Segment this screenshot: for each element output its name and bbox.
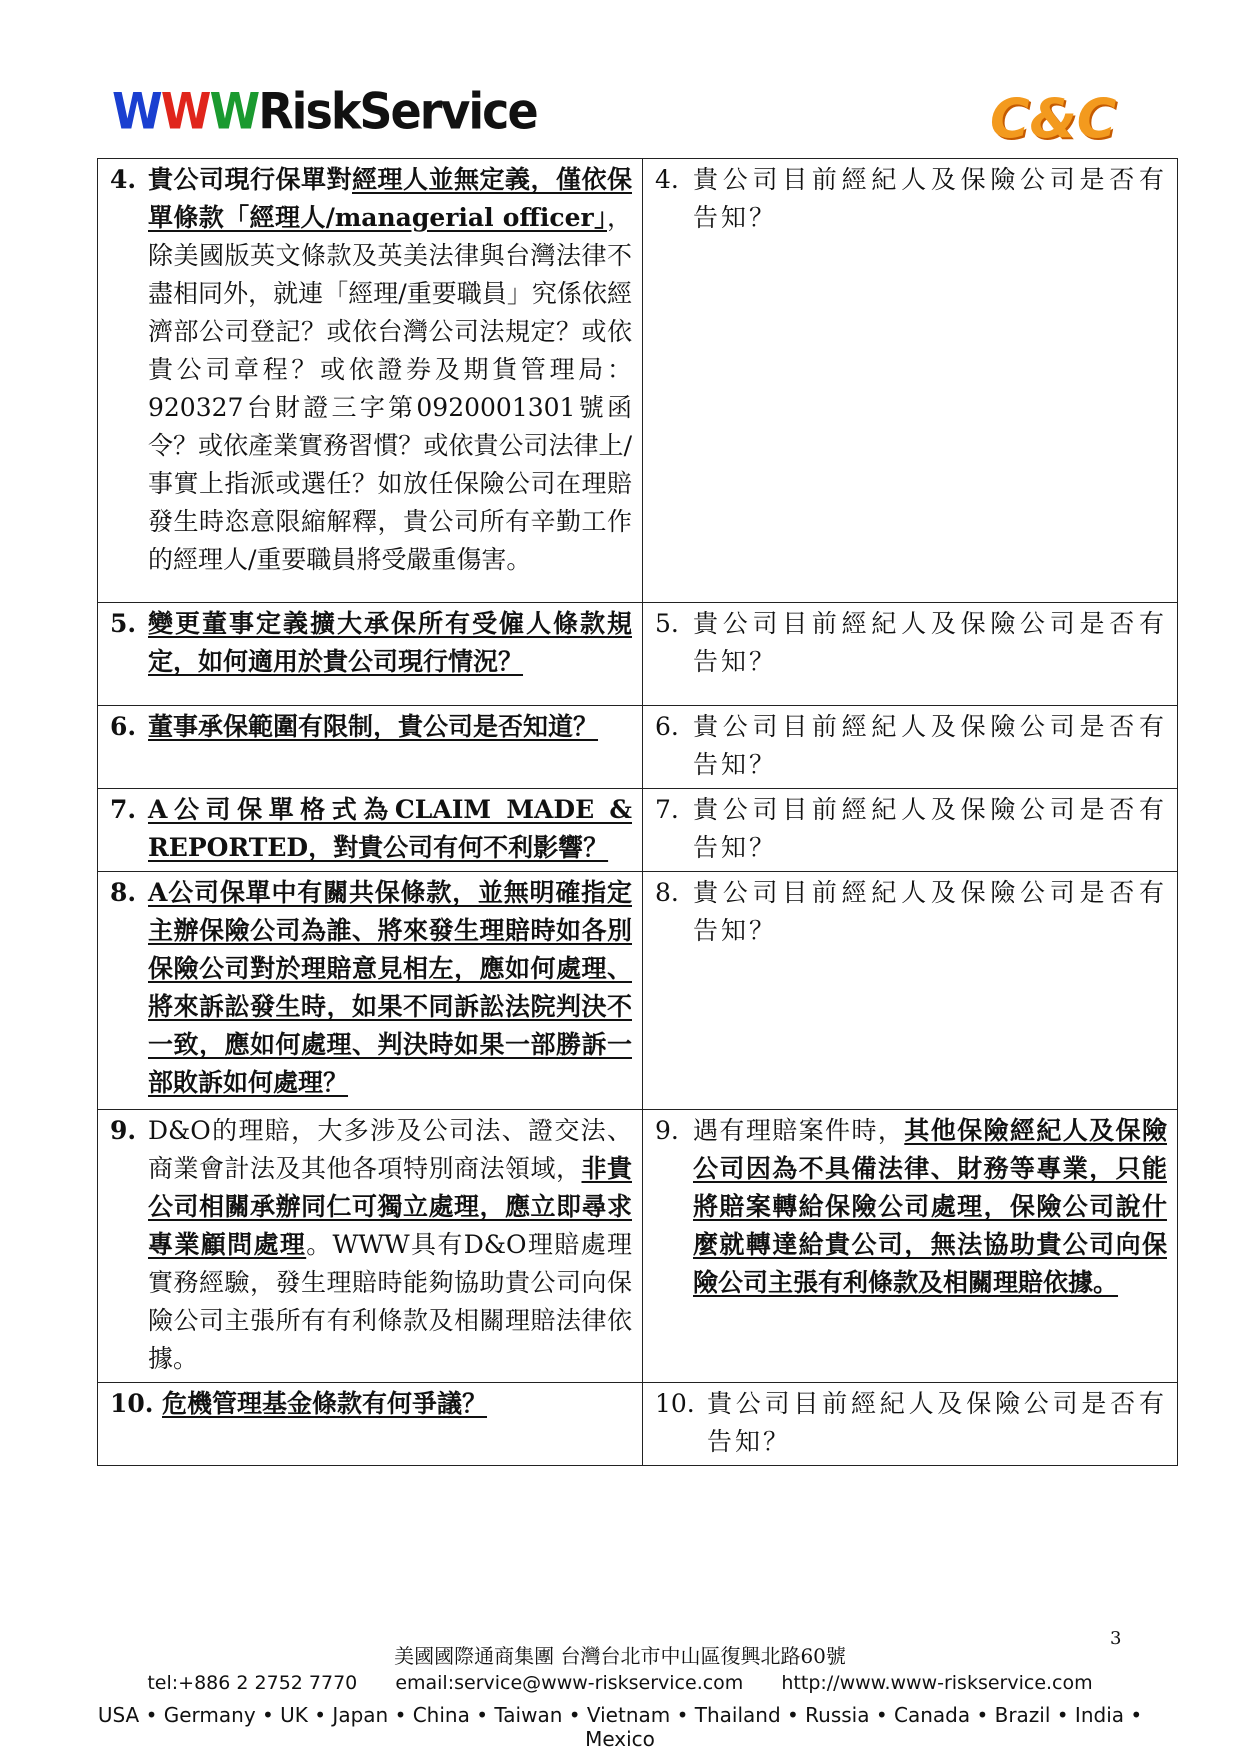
issue-cell [98, 789, 643, 872]
table-row [98, 872, 1178, 1110]
footer-email[interactable]: email:service@www-riskservice.com [395, 1672, 744, 1694]
text-segment: 其他保險經紀人及保險公司因為不具備法律、財務等專業，只能將賠案轉給保險公司處理，保險公司說什麼就轉達給貴公司，無法協助貴公司向保險公司主張有利條款及相關理賠依據。 [693, 1116, 1167, 1297]
left-item-number: 8. [110, 878, 137, 907]
table-row [98, 706, 1178, 789]
right-item-number: 6. [655, 712, 679, 741]
text-segment: 遇有理賠案件時， [693, 1116, 905, 1145]
text-segment: 貴公司目前經紀人及保險公司是否有告知？ [693, 712, 1167, 779]
right-item-text [693, 1112, 1167, 1302]
text-segment: 貴公司目前經紀人及保險公司是否有告知？ [707, 1389, 1167, 1456]
table-row [98, 1383, 1178, 1466]
right-item-text [693, 161, 1167, 237]
footer-tel: tel:+886 2 2752 7770 [147, 1672, 358, 1694]
left-item-text [148, 874, 632, 1102]
issue-cell [98, 1110, 643, 1383]
text-segment: D&O的理賠，大多涉及公司法、證交法、商業會計法及其他各項特別商法領域， [148, 1116, 632, 1183]
right-item-number: 4. [655, 165, 679, 194]
issue-cell [98, 872, 643, 1110]
text-segment: ，除美國版英文條款及英美法律與台灣法律不盡相同外，就連「經理/重要職員」究係依經濟部公司登記？或依台灣公司法規定？或依貴公司章程？或依證券及期貨管理局：920327台財證三字第0920001301號函令？或依產業實務習慣？或依貴公司法律上/事實上指派或選任？如放任保險公司在理賠發生時恣意限縮解釋，貴公司所有辛勤工作的經理人/重要職員將受嚴重傷害。 [148, 203, 632, 574]
footer-contact [60, 1672, 1180, 1694]
text-segment: 危機管理基金條款有何爭議？ [162, 1389, 488, 1418]
text-segment: A公司保單中有關共保條款，並無明確指定主辦保險公司為誰、將來發生理賠時如各別保險公司對於理賠意見相左，應如何處理、將來訴訟發生時，如果不同訴訟法院判決不一致，應如何處理、判決時如果一部勝訴一部敗訴如何處理？ [148, 878, 632, 1097]
left-item-number: 7. [110, 795, 137, 824]
text-segment: 非貴公司相關承辦同仁可獨立處理，應立即尋求專業顧問處理 [148, 1154, 632, 1259]
cc-logo: C&C [990, 87, 1117, 150]
text-segment: 貴公司目前經紀人及保險公司是否有告知？ [693, 795, 1167, 862]
footer-address: 美國國際通商集團 台灣台北市中山區復興北路60號 [394, 1644, 846, 1668]
left-item-text [148, 161, 632, 579]
right-item-text [693, 791, 1167, 867]
right-item-number: 10. [655, 1389, 695, 1418]
table-row [98, 603, 1178, 706]
response-cell [643, 706, 1178, 789]
left-item-number: 10. [110, 1389, 154, 1418]
left-item-text [148, 1112, 632, 1378]
table-row [98, 1110, 1178, 1383]
right-item-number: 8. [655, 878, 679, 907]
right-item-number: 5. [655, 609, 679, 638]
table-row [98, 789, 1178, 872]
right-item-text [693, 874, 1167, 950]
response-cell [643, 1110, 1178, 1383]
comparison-table [97, 158, 1178, 1466]
page-number: 3 [1110, 1628, 1122, 1649]
text-segment: 貴公司目前經紀人及保險公司是否有告知？ [693, 878, 1167, 945]
right-item-number: 9. [655, 1116, 679, 1145]
response-cell [643, 1383, 1178, 1466]
text-segment: 貴公司現行保單對 [148, 165, 352, 194]
left-item-number: 4. [110, 165, 137, 194]
response-cell [643, 159, 1178, 603]
footer-website[interactable]: http://www.www-riskservice.com [781, 1672, 1093, 1694]
table-row [98, 159, 1178, 603]
left-item-text [148, 605, 632, 681]
issue-cell [98, 603, 643, 706]
right-item-text [693, 708, 1167, 784]
left-item-text [162, 1385, 632, 1423]
response-cell [643, 872, 1178, 1110]
text-segment: 貴公司目前經紀人及保險公司是否有告知？ [693, 609, 1167, 676]
text-segment: 變更董事定義擴大承保所有受僱人條款規定，如何適用於貴公司現行情況？ [148, 609, 632, 676]
issue-cell [98, 706, 643, 789]
response-cell [643, 789, 1178, 872]
left-item-number: 9. [110, 1116, 137, 1145]
text-segment: A公司保單格式為CLAIM MADE & REPORTED，對貴公司有何不利影響？ [148, 795, 632, 862]
right-item-text [707, 1385, 1167, 1461]
text-segment: 。WWW具有D&O理賠處理實務經驗，發生理賠時能夠協助貴公司向保險公司主張所有有利條款及相關理賠法律依據。 [148, 1230, 632, 1373]
text-segment: 貴公司目前經紀人及保險公司是否有告知？ [693, 165, 1167, 232]
footer-countries: USA • Germany • UK • Japan • China • Taiwan • Vietnam • Thailand • Russia • Canada • Brazil • India • Mexico [97, 1703, 1143, 1751]
issue-cell [98, 159, 643, 603]
response-cell [643, 603, 1178, 706]
wwwriskservice-logo: WWWRiskService [112, 81, 537, 141]
issue-cell [98, 1383, 643, 1466]
right-item-number: 7. [655, 795, 679, 824]
left-item-number: 5. [110, 609, 137, 638]
text-segment: 經理人並無定義，僅依保單條款「經理人/managerial officer」 [148, 165, 632, 232]
left-item-number: 6. [110, 712, 137, 741]
left-item-text [148, 791, 632, 867]
right-item-text [693, 605, 1167, 681]
left-item-text [148, 708, 632, 746]
text-segment: 董事承保範圍有限制，貴公司是否知道？ [148, 712, 599, 741]
